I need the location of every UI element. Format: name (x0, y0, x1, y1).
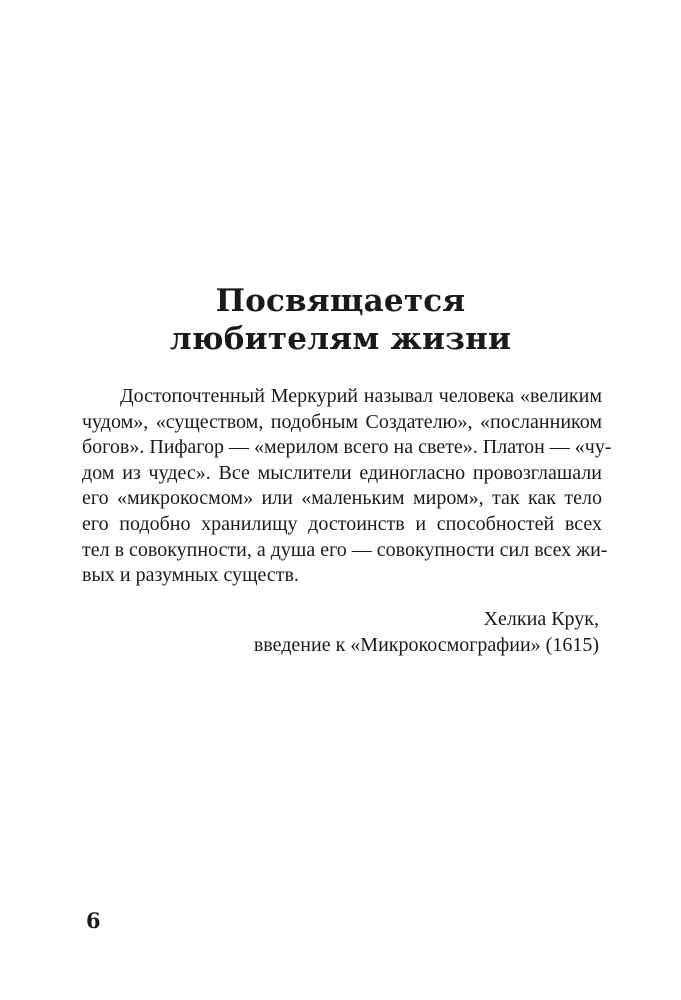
epigraph-line: чудом», «существом, подобным Создателю», «посланником (82, 410, 602, 433)
epigraph-line: вых и разумных существ. (82, 564, 299, 587)
dedication-title-line-2: любителям жизни (169, 321, 512, 357)
epigraph-line: тел в совокупности, а душа его — совокупности сил всех жи- (82, 538, 608, 561)
epigraph-line: его «микрокосмом» или «маленьким миром», так как тело (82, 487, 602, 510)
attribution-author: Хелкиа Крук, (483, 608, 599, 630)
attribution-source: введение к «Микрокосмографии» (1615) (253, 634, 599, 656)
dedication-title (0, 282, 681, 358)
epigraph-attribution (179, 606, 599, 658)
page-number: 6 (86, 908, 101, 933)
dedication-title-line-1: Посвящается (215, 283, 466, 319)
epigraph-line: его подобно хранилищу достоинств и способностей всех (82, 512, 602, 535)
epigraph-line: дом из чудес». Все мыслители единогласно провозглашали (82, 461, 602, 484)
epigraph-paragraph (82, 384, 612, 589)
epigraph-line: Достопочтенный Меркурий называл человека «великим (120, 385, 602, 407)
epigraph-line: богов». Пифагор — «мерилом всего на свете». Платон — «чу- (82, 436, 612, 459)
